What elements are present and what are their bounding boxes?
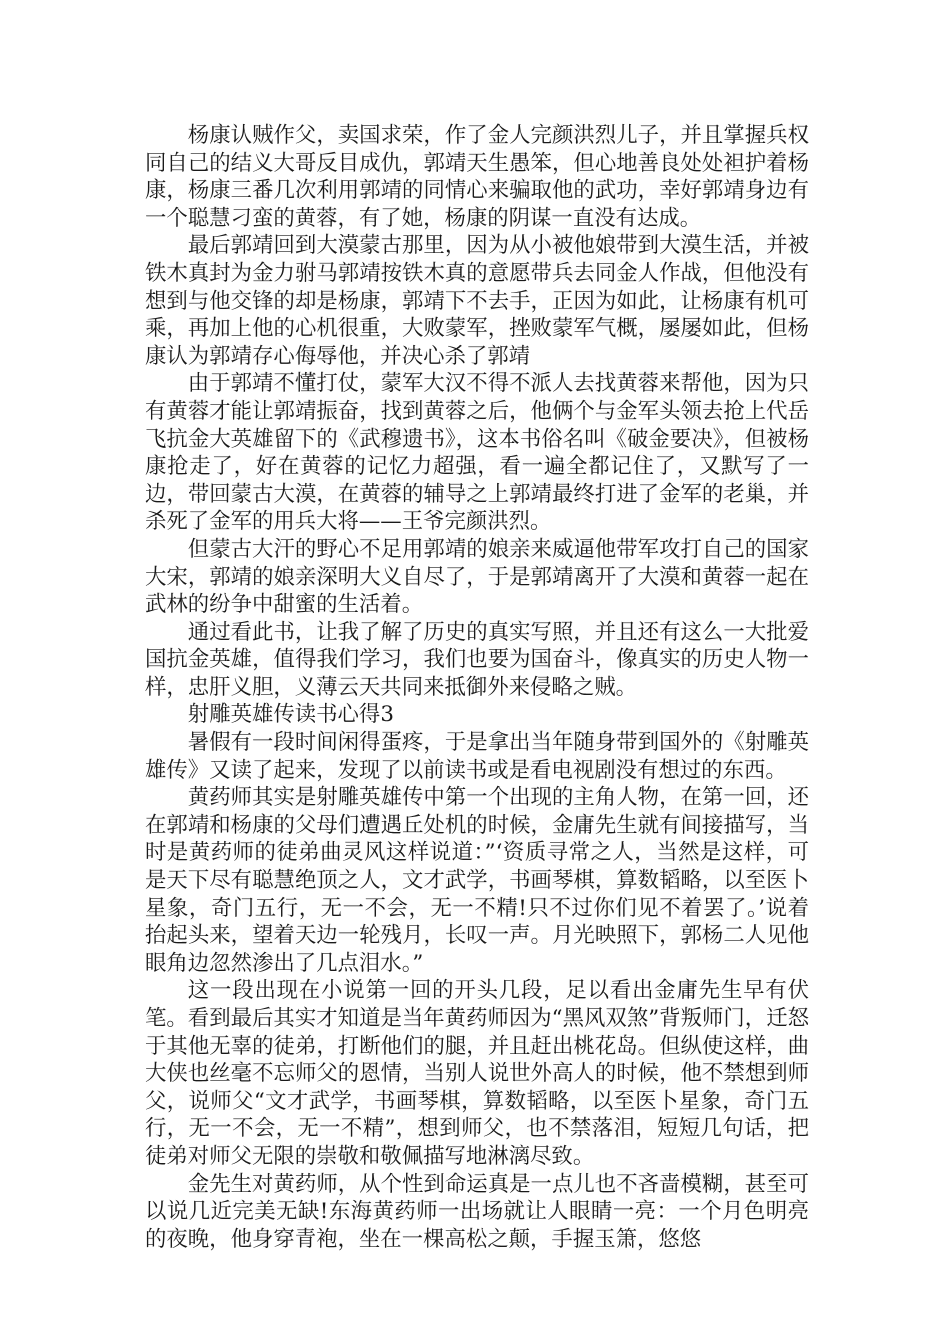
- paragraph: 最后郭靖回到大漠蒙古那里，因为从小被他娘带到大漠生活，并被铁木真封为金力驸马郭靖按铁木真的意愿带兵去同金人作战，但他没有想到与他交锋的却是杨康，郭靖下不去手，正因为如此，让杨康有机可乘，再加上他的心机很重，大败蒙军，挫败蒙军气概，屡屡如此，但杨康认为郭靖存心侮辱他，并决心杀了郭靖: [145, 233, 809, 369]
- paragraph: 通过看此书，让我了解了历史的真实写照，并且还有这么一大批爱国抗金英雄，值得我们学习，我们也要为国奋斗，像真实的历史人物一样，忠肝义胆，义薄云天共同来抵御外来侵略之贼。: [145, 619, 809, 700]
- paragraph: 金先生对黄药师，从个性到命运真是一点儿也不吝啬模糊，甚至可以说几近完美无缺!东海黄药师一出场就让人眼睛一亮：一个月色明亮的夜晚，他身穿青袍，坐在一棵高松之颠，手握玉箫，悠悠: [145, 1171, 809, 1252]
- paragraph: 这一段出现在小说第一回的开头几段，足以看出金庸先生早有伏笔。看到最后其实才知道是当年黄药师因为“黑风双煞”背叛师门，迁怒于其他无辜的徒弟，打断他们的腿，并且赶出桃花岛。但纵使这样，曲大侠也丝毫不忘师父的恩情，当别人说世外高人的时候，他不禁想到师父，说师父“文才武学，书画琴棋，算数韬略，以至医卜星象，奇门五行，无一不会，无一不精”，想到师父，也不禁落泪，短短几句话，把徒弟对师父无限的崇敬和敬佩描写地淋漓尽致。: [145, 978, 809, 1169]
- paragraph: 杨康认贼作父，卖国求荣，作了金人完颜洪烈儿子，并且掌握兵权同自己的结义大哥反目成仇，郭靖天生愚笨，但心地善良处处袒护着杨康，杨康三番几次利用郭靖的同情心来骗取他的武功，幸好郭靖身边有一个聪慧刁蛮的黄蓉，有了她，杨康的阴谋一直没有达成。: [145, 123, 809, 231]
- document-body: [145, 122, 809, 1253]
- paragraph: 由于郭靖不懂打仗，蒙军大汉不得不派人去找黄蓉来帮他，因为只有黄蓉才能让郭靖振奋，找到黄蓉之后，他俩个与金军头领去抢上代岳飞抗金大英雄留下的《武穆遗书》，这本书俗名叫《破金要决》，但被杨康抢走了，好在黄蓉的记忆力超强，看一遍全都记住了，又默写了一边，带回蒙古大漠，在黄蓉的辅导之上郭靖最终打进了金军的老巢，并杀死了金军的用兵大将——王爷完颜洪烈。: [145, 371, 809, 535]
- paragraph: 暑假有一段时间闲得蛋疼，于是拿出当年随身带到国外的《射雕英雄传》又读了起来，发现了以前读书或是看电视剧没有想过的东西。: [145, 730, 809, 783]
- paragraph: 但蒙古大汗的野心不足用郭靖的娘亲来威逼他带军攻打自己的国家大宋，郭靖的娘亲深明大义自尽了，于是郭靖离开了大漠和黄蓉一起在武林的纷争中甜蜜的生活着。: [145, 536, 809, 618]
- paragraph: 黄药师其实是射雕英雄传中第一个出现的主角人物，在第一回，还在郭靖和杨康的父母们遭遇丘处机的时候，金庸先生就有间接描写，当时是黄药师的徒弟曲灵风这样说道：”‘资质寻常之人，当然是这样，可是天下尽有聪慧绝顶之人，文才武学，书画琴棋，算数韬略，以至医卜星象，奇门五行，无一不会，无一不精!只不过你们见不着罢了。’说着抬起头来，望着天边一轮残月，长叹一声。月光映照下，郭杨二人见他眼角边忽然渗出了几点泪水。”: [145, 785, 809, 976]
- section-title: 射雕英雄传读书心得3: [187, 702, 394, 728]
